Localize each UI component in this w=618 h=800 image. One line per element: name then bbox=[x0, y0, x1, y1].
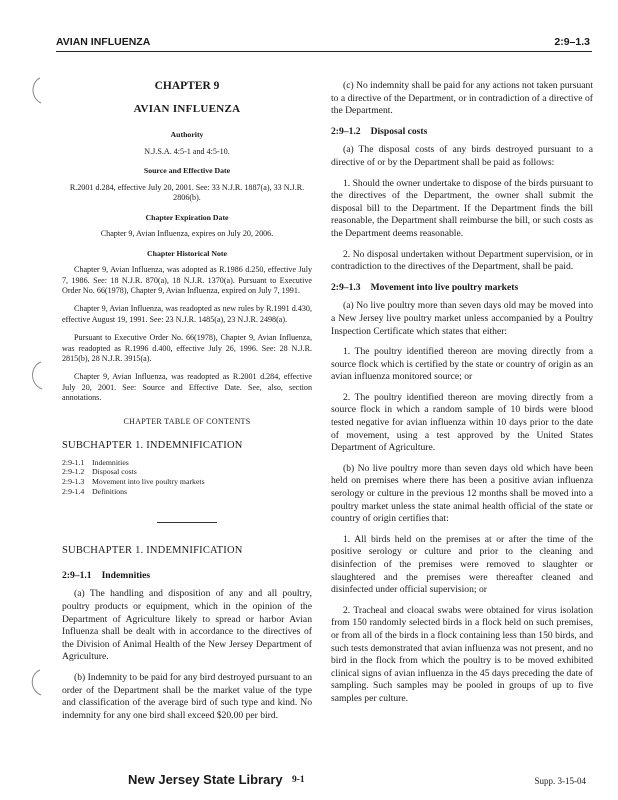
chapter-title: AVIAN INFLUENZA bbox=[133, 102, 241, 115]
section-heading-disposal-costs bbox=[331, 126, 593, 139]
section-name: Disposal costs bbox=[370, 125, 428, 137]
expiration-text: Chapter 9, Avian Influenza, expires on July 20, 2006. bbox=[100, 229, 274, 239]
toc-entry bbox=[62, 477, 312, 487]
right-column bbox=[331, 80, 593, 714]
toc-entry-label: Disposal costs bbox=[92, 467, 137, 477]
toc-entry bbox=[62, 467, 312, 477]
punch-hole-mark-bottom bbox=[26, 668, 44, 698]
supplement-date: Supp. 3-15-04 bbox=[534, 776, 586, 786]
punch-hole-mark-middle bbox=[26, 360, 46, 392]
movement-item-b1: 1. All birds held on the premises at or after the time of the positive serology or culture and prior to the cleaning and disinfection of the premises were removed to slaughter or slaughtered and the premises were thereafter cleaned and disinfected under official supervision; or bbox=[331, 533, 593, 596]
paragraph-c: (c) No indemnity shall be paid for any actions not taken pursuant to a directive of the Department, or in contradiction of a directive of the Department. bbox=[331, 80, 593, 117]
section-number: 2:9–1.3 bbox=[331, 281, 361, 293]
history-note-4: Chapter 9, Avian Influenza, was readopted as R.2001 d.284, effective July 20, 2001. See: Source and Effective Date. See, also, section annotations. bbox=[62, 372, 312, 403]
subchapter-heading: SUBCHAPTER 1. INDEMNIFICATION bbox=[62, 545, 243, 557]
movement-item-a1: 1. The poultry identified thereon are moving directly from a source flock which is certified by the state or country of origin as an avian influenza monitored source; or bbox=[331, 346, 593, 383]
movement-item-a2: 2. The poultry identified thereon are moving directly from a source flock in which a random sample of 10 birds were blood tested negative for avian influenza within 10 days prior to the date of movement, using a test approved by the United States Department of Agriculture. bbox=[331, 391, 593, 454]
header-title: AVIAN INFLUENZA bbox=[56, 36, 151, 48]
authority-heading: Authority bbox=[170, 130, 204, 140]
header-rule bbox=[56, 51, 592, 52]
history-heading: Chapter Historical Note bbox=[147, 248, 227, 258]
library-stamp: New Jersey State Library bbox=[128, 772, 283, 787]
toc-entry-number: 2:9-1.3 bbox=[62, 477, 85, 487]
section-divider bbox=[157, 522, 217, 523]
toc-entry bbox=[62, 458, 312, 468]
page-number: 9-1 bbox=[292, 775, 305, 785]
section-name: Indemnities bbox=[101, 569, 151, 581]
section-number: 2:9–1.1 bbox=[62, 569, 92, 581]
toc-entry-number: 2:9-1.4 bbox=[62, 486, 85, 496]
paragraph-b: (b) Indemnity to be paid for any bird destroyed pursuant to an order of the Department shall be the market value of the type and classification of the average bird of such type and kind. No indemnity for any one bird shall exceed $20.00 per bird. bbox=[62, 671, 312, 721]
disposal-item-1: 1. Should the owner undertake to dispose of the birds pursuant to the directives of the Department, the owner shall submit the disposal bill to the Department. If the Department finds the bill reasonable, the Department shall reimburse the bill, or such costs as the Department deems reasonable. bbox=[331, 177, 593, 239]
toc-list bbox=[62, 458, 312, 496]
chapter-number: CHAPTER 9 bbox=[154, 80, 220, 92]
disposal-paragraph-a: (a) The disposal costs of any birds destroyed pursuant to a directive of or by the Department shall be paid as follows: bbox=[331, 144, 593, 168]
toc-subchapter: SUBCHAPTER 1. INDEMNIFICATION bbox=[62, 440, 243, 452]
toc-entry-number: 2:9-1.2 bbox=[62, 467, 85, 477]
disposal-item-2: 2. No disposal undertaken without Department supervision, or in contradiction to the directives of the Department, shall be paid. bbox=[331, 248, 593, 273]
running-header bbox=[56, 36, 590, 50]
toc-entry bbox=[62, 487, 312, 497]
section-heading-movement bbox=[331, 282, 593, 295]
source-text: R.2001 d.284, effective July 20, 2001. See: 33 N.J.R. 1887(a), 33 N.J.R. 2806(b). bbox=[69, 182, 305, 203]
history-note-1: Chapter 9, Avian Influenza, was adopted as R.1986 d.250, effective July 7, 1986. See: 18 N.J.R. 870(a), 18 N.J.R. 1370(a). Pursuant to Executive Order No. 66(1978), Chapter 9, Avian Influenza, expired on July 7, 1991. bbox=[62, 265, 312, 295]
expiration-heading: Chapter Expiration Date bbox=[145, 212, 229, 222]
toc-title: CHAPTER TABLE OF CONTENTS bbox=[123, 416, 251, 426]
punch-hole-mark-top bbox=[28, 76, 44, 106]
history-note-2: Chapter 9, Avian Influenza, was readopted as new rules by R.1991 d.430, effective August 19, 1991. See: 23 N.J.R. 1485(a), 23 N.J.R. 2498(a). bbox=[62, 304, 312, 324]
header-section-range: 2:9–1.3 bbox=[554, 36, 590, 48]
toc-entry-label: Indemnities bbox=[92, 457, 129, 467]
movement-paragraph-a: (a) No live poultry more than seven days old may be moved into a New Jersey live poultry market unless accompanied by a Poultry Inspection Certificate which states that either: bbox=[331, 300, 593, 337]
toc-entry-label: Movement into live poultry markets bbox=[92, 477, 205, 487]
paragraph-a: (a) The handling and disposition of any and all poultry, poultry products or equipment, which in the opinion of the Department of Agriculture likely to spread or harbor Avian Influenza shall be dealt with in accordance to the directives of the Division of Animal Health of the New Jersey Department of Agriculture. bbox=[62, 588, 312, 663]
authority-text: N.J.S.A. 4:5-1 and 4:5-10. bbox=[144, 146, 230, 156]
movement-paragraph-b: (b) No live poultry more than seven days old which have been held on premises where there has been a positive avian influenza serology or culture in the previous 12 months shall be moved into a poultry market unless the state animal health official of the state or country of origin certifies that: bbox=[331, 462, 593, 525]
section-number: 2:9–1.2 bbox=[331, 125, 361, 137]
page-footer bbox=[0, 772, 618, 792]
toc-entry-label: Definitions bbox=[92, 486, 128, 496]
section-heading-indemnities bbox=[62, 570, 312, 583]
section-name: Movement into live poultry markets bbox=[370, 281, 519, 293]
movement-item-b2: 2. Tracheal and cloacal swabs were obtained for virus isolation from 150 randomly selected birds in a flock held on such premises, or from all of the birds in a flock containing less than 150 birds, and such tests demonstrated that avian influenza was not present, and no bird in the flock from which the poultry is to be moved exhibited clinical signs of avian influenza in the 45 days preceding the date of sampling. Such samples may be pooled in groups of up to five samples per culture. bbox=[331, 604, 593, 704]
history-note-3: Pursuant to Executive Order No. 66(1978), Chapter 9, Avian Influenza, was readopted as R.1996 d.400, effective July 26, 1996. See: 28 N.J.R. 2815(b), 28 N.J.R. 3915(a). bbox=[62, 333, 312, 364]
source-heading: Source and Effective Date bbox=[143, 166, 231, 176]
left-column bbox=[62, 80, 312, 730]
toc-entry-number: 2:9-1.1 bbox=[62, 457, 85, 467]
